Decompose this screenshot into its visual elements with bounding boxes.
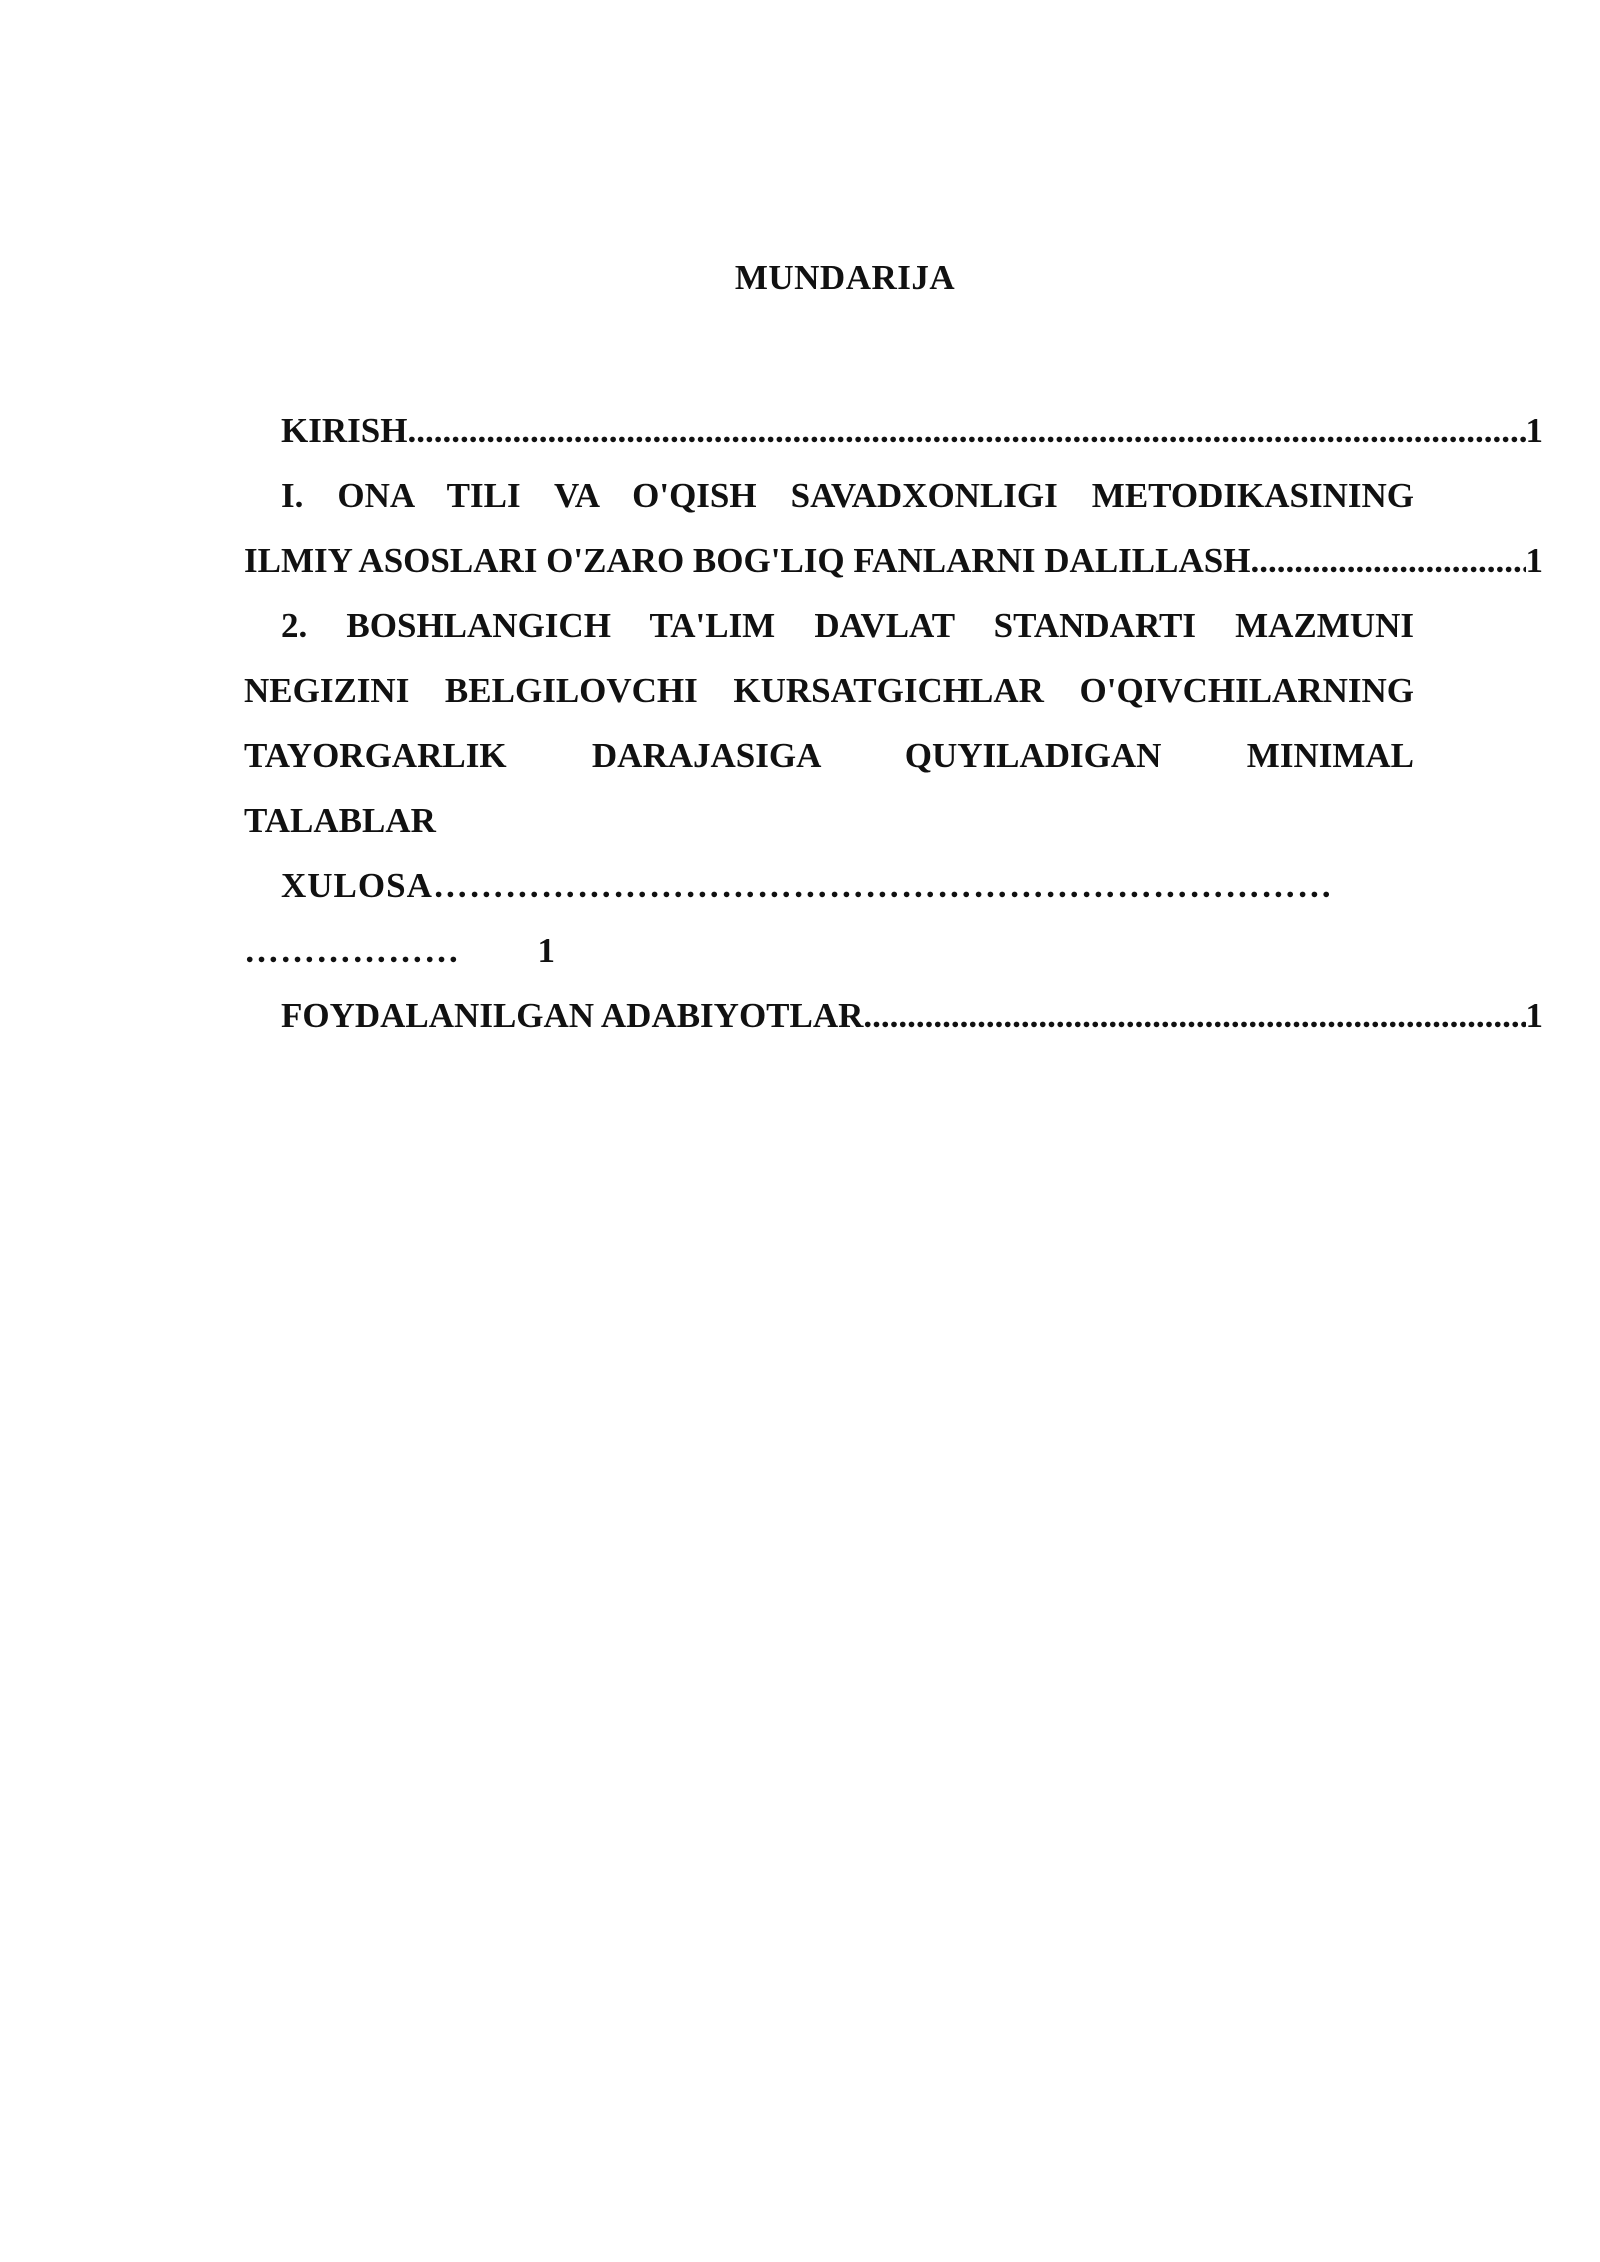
dot-leader	[1250, 528, 1525, 593]
toc-page-number: 1	[1525, 411, 1543, 450]
table-of-contents	[244, 398, 1543, 1048]
dot-leader	[407, 398, 1525, 463]
toc-entry-section2-line4[interactable]	[244, 788, 1524, 853]
toc-entry-label: KIRISH	[281, 411, 408, 450]
toc-entry-label: 2. BOSHLANGICH TA'LIM DAVLAT STANDARTI MAZMUNI	[281, 606, 1414, 645]
toc-entry-label: ILMIY ASOSLARI O'ZARO BOG'LIQ FANLARNI DALILLASH	[244, 541, 1251, 580]
page-title: MUNDARIJA	[734, 258, 956, 297]
toc-page-number: 1	[537, 931, 555, 970]
toc-entry-label: XULOSA…………………………………………………………………	[281, 866, 1333, 905]
toc-entry-section1-line2[interactable]	[244, 528, 1543, 593]
toc-page-number: 1	[1525, 996, 1543, 1035]
dot-leader	[863, 983, 1525, 1048]
toc-entry-xulosa-line1[interactable]	[244, 853, 1524, 918]
toc-entry-section2-line2[interactable]	[244, 658, 1414, 723]
toc-entry-label: NEGIZINI BELGILOVCHI KURSATGICHLAR O'QIVCHILARNING	[244, 671, 1414, 710]
toc-entry-label: TAYORGARLIK DARAJASIGA QUYILADIGAN MINIMAL	[244, 736, 1414, 775]
toc-page-number: 1	[1525, 541, 1543, 580]
toc-entry-section1-line1[interactable]	[244, 463, 1414, 528]
toc-entry-label: I. ONA TILI VA O'QISH SAVADXONLIGI METODIKASINING	[281, 476, 1414, 515]
toc-entry-section2-line1[interactable]	[244, 593, 1414, 658]
toc-entry-label: TALABLAR	[244, 801, 436, 840]
toc-entry-adabiyotlar[interactable]	[244, 983, 1543, 1048]
toc-entry-xulosa-line2[interactable]	[244, 918, 1524, 983]
toc-entry-kirish[interactable]	[244, 398, 1543, 463]
toc-entry-label: FOYDALANILGAN ADABIYOTLAR	[281, 996, 864, 1035]
toc-entry-section2-line3[interactable]	[244, 723, 1414, 788]
dot-leader: ………………	[244, 931, 460, 970]
